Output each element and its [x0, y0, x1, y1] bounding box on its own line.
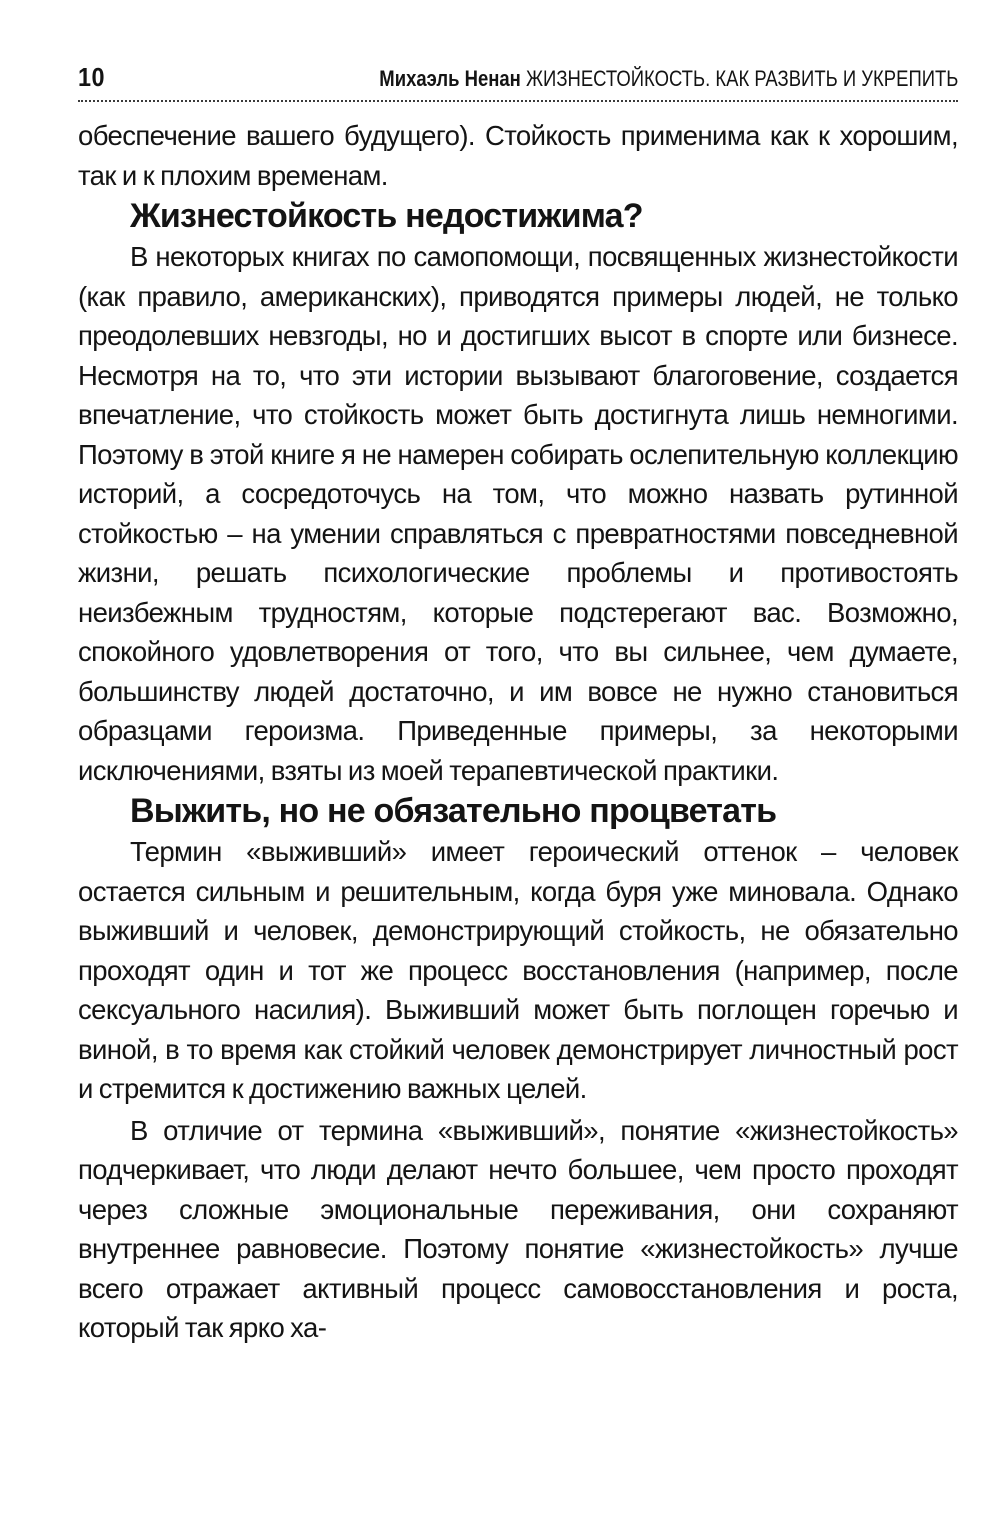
running-header: [78, 62, 958, 102]
section-heading-survive: Выжить, но не обязательно процветать: [130, 792, 777, 830]
section1-paragraph: В некоторых книгах по самопомощи, посвященных жизнестойкости (как правило, американских), приводятся примеры людей, не только преодолевших невзгоды, но и достигших высот в спорте или бизнесе. Несмотря на то, что эти истории вызывают благоговение, создается впечатление, что стойкость может быть достигнута лишь немногими. Поэтому в этой книге я не намерен собирать ослепительную коллекцию историй, а сосредоточусь на том, что можно назвать рутинной стойкостью – на умении справляться с превратностями повседневной жизни, решать психологические проблемы и противостоять неизбежным трудностям, которые подстерегают вас. Возможно, спокойного удовлетворения от того, что вы сильнее, чем думаете, большинству людей достаточно, и им вовсе не нужно становиться образцами героизма. Приведенные примеры, за некоторыми исключениями, взяты из моей терапевтической практики.: [78, 241, 958, 786]
section2-paragraph-2: В отличие от термина «выживший», понятие «жизнестойкость» подчеркивает, что люди делают нечто большее, чем просто проходят через сложные эмоциональные переживания, они сохраняют внутреннее равновесие. Поэтому понятие «жизнестойкость» лучше всего отражает активный процесс самовосстановления и роста, который так ярко ха-: [78, 1114, 958, 1343]
header-author: Михаэль Ненан: [378, 66, 521, 91]
continuation-paragraph: обеспечение вашего будущего). Стойкость применима как к хорошим, так и к плохим временам.: [78, 120, 958, 191]
book-page: [78, 62, 958, 1348]
running-title: [379, 66, 958, 92]
page-number: 10: [78, 62, 105, 92]
section2-paragraph-1: Термин «выживший» имеет героический оттенок – человек остается сильным и решительным, когда буря уже миновала. Однако выживший и человек, демонстрирующий стойкость, не обязательно проходят один и тот же процесс восстановления (например, после сексуального насилия). Выживший может быть поглощен горечью и виной, в то время как стойкий человек демонстрирует личностный рост и стремится к достижению важных целей.: [78, 836, 958, 1104]
section-heading-unattainable: Жизнестойкость недостижима?: [130, 197, 643, 235]
page-content: [78, 116, 958, 1348]
header-book-title: ЖИЗНЕСТОЙКОСТЬ. КАК РАЗВИТЬ И УКРЕПИТЬ: [525, 66, 958, 91]
